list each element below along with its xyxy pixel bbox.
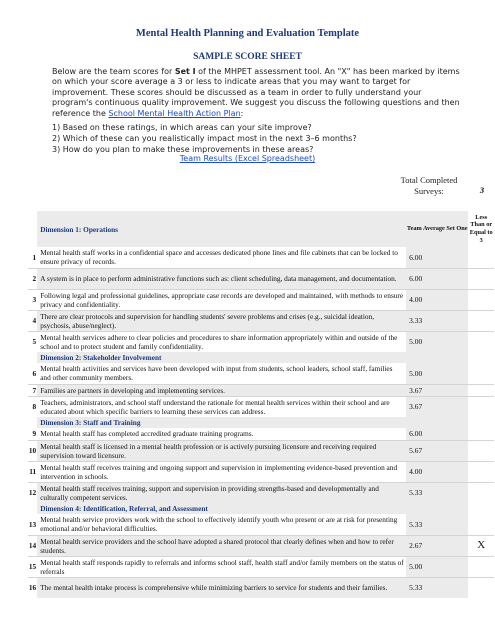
item-number: 1: [28, 247, 37, 268]
item-score: 3.67: [406, 396, 468, 417]
table-row: [28, 482, 494, 503]
item-text: The mental health intake process is comprehensive while minimizing barriers to service for students and their families.: [37, 577, 406, 598]
item-text: A system is in place to perform administrative functions such as: client scheduling, data management, and documentation.: [37, 268, 406, 289]
action-plan-link[interactable]: School Mental Health Action Plan: [108, 108, 241, 118]
table-row: [28, 331, 494, 352]
item-mark: [468, 363, 494, 384]
item-text: Mental health staff has completed accredited graduate training programs.: [37, 428, 406, 440]
item-mark: [468, 428, 494, 440]
dimension-4-heading: Dimension 4: Identification, Referral, and Assessment: [37, 503, 406, 514]
item-score: 4.00: [406, 289, 468, 310]
item-number: 15: [28, 556, 37, 577]
dimension-row: [28, 417, 494, 428]
item-number: 6: [28, 363, 37, 384]
item-mark: [468, 268, 494, 289]
item-number: 5: [32, 337, 37, 347]
item-number: 14: [28, 535, 37, 556]
document-title: Mental Health Planning and Evaluation Template: [135, 28, 360, 39]
item-text: Mental health services adhere to clear policies and procedures to share information appropriately within and outside of the school and to protect student and family confidentiality.: [40, 332, 398, 351]
table-row: [28, 428, 494, 440]
item-score: 5.33: [406, 514, 468, 535]
item-number: 4: [28, 310, 37, 331]
intro-text-start: Below are the team scores for: [52, 67, 175, 76]
intro-paragraph: [52, 67, 464, 119]
item-number: 12: [28, 488, 37, 498]
item-mark: [468, 556, 494, 577]
table-row: [28, 268, 494, 289]
item-mark: [468, 289, 494, 310]
item-mark: X: [468, 535, 494, 556]
item-mark: [468, 461, 494, 482]
item-mark: [468, 310, 494, 331]
item-score: 3.67: [406, 384, 468, 396]
item-mark: [468, 331, 494, 352]
table-row: [28, 384, 494, 396]
item-score: 5.00: [406, 363, 468, 384]
table-header-row: [28, 211, 494, 247]
table-row: [28, 289, 494, 310]
item-score: 2.67: [406, 535, 468, 556]
item-text: Mental health service providers and the school have adopted a shared protocol that clearly defines when and how to refer students.: [37, 535, 406, 556]
dimension-row: [28, 352, 494, 363]
table-row: [28, 535, 494, 556]
item-mark: [468, 482, 494, 503]
intro-text-end: :: [240, 108, 244, 118]
item-number: 2: [28, 268, 37, 289]
item-text: Teachers, administrators, and school staff understand the rationale for mental health services within their school and are educated about which specific barriers to learning these services can address.: [40, 397, 390, 416]
item-mark: [468, 514, 494, 535]
table-row: [28, 396, 494, 417]
team-average-header: Team Average Set One: [406, 211, 468, 247]
item-mark: [468, 396, 494, 417]
item-score: 5.00: [406, 331, 468, 352]
score-table: [28, 211, 494, 598]
intro-set-bold: Set I: [174, 67, 196, 76]
document-subtitle: SAMPLE SCORE SHEET: [193, 52, 302, 62]
item-mark: [468, 577, 494, 598]
total-surveys-value: 3: [479, 185, 485, 195]
item-text: Families are partners in developing and implementing services.: [37, 384, 406, 396]
dimension-3-heading: Dimension 3: Staff and Training: [37, 417, 406, 428]
item-number: 9: [28, 428, 37, 440]
less-than-3-header: Less Than or Equal to 3: [469, 213, 493, 244]
item-score: 6.00: [406, 247, 468, 268]
dimension-2-heading: Dimension 2: Stakeholder Involvement: [37, 352, 406, 363]
question-1: 1) Based on these ratings, in which areas can your site improve?: [52, 123, 312, 132]
item-text: Mental health staff receives training and ongoing support and supervision in implementing evidence-based prevention and intervention in schools.: [37, 461, 406, 482]
table-row: [28, 310, 494, 331]
item-score: 5.33: [406, 482, 468, 503]
item-score: 4.00: [406, 461, 468, 482]
item-text: There are clear protocols and supervision for handling students' severe problems and crises (e.g., suicidal ideation, psychosis, abuse/neglect).: [37, 310, 406, 331]
item-mark: [468, 384, 494, 396]
item-text: Mental health service providers work with the school to effectively identify youth who present or are at risk for presenting emotional and/or behavioral difficulties.: [37, 514, 406, 535]
item-score: 5.67: [406, 440, 468, 461]
item-number: 10: [28, 440, 37, 461]
table-row: [28, 440, 494, 461]
item-text: Mental health staff is licensed in a mental health profession or is actively pursuing licensure and receiving required supervision toward licensure.: [37, 440, 406, 461]
item-number: 11: [28, 461, 37, 482]
item-text: Mental health activities and services have been developed with input from students, school leaders, school staff, families and other community members.: [37, 363, 406, 384]
item-number: 3: [28, 289, 37, 310]
dimension-1-heading: Dimension 1: Operations: [37, 211, 406, 247]
item-text: Following legal and professional guidelines, appropriate case records are developed and maintained, with methods to ensure privacy and confidentiality.: [37, 289, 406, 310]
question-2: 2) Which of these can you realistically impact most in the next 3–6 months?: [52, 133, 357, 143]
table-row: [28, 577, 494, 598]
table-row: [28, 247, 494, 268]
item-score: 5.00: [406, 556, 468, 577]
item-number: 7: [28, 384, 37, 396]
item-score: 3.33: [406, 310, 468, 331]
item-mark: [468, 440, 494, 461]
team-results-link[interactable]: Team Results (Excel Spreadsheet): [179, 154, 316, 163]
item-number: 16: [28, 583, 37, 593]
discussion-questions: [52, 123, 472, 155]
question-3: 3) How do you plan to make these improvements in these areas?: [52, 144, 314, 154]
item-score: 5.33: [406, 577, 468, 598]
dimension-row: [28, 503, 494, 514]
item-mark: [468, 247, 494, 268]
item-number: 8: [32, 402, 37, 412]
item-number: 13: [28, 514, 37, 535]
item-score: 6.00: [406, 268, 468, 289]
table-row: [28, 461, 494, 482]
table-row: [28, 514, 494, 535]
total-surveys-label: Total Completed Surveys:: [400, 175, 458, 196]
intro-text-middle: of the MHPET assessment tool. An "X" has been marked by items on which your score average a 3 or less to indicate areas that you may want to target for improvement. These scores should be discussed as a team in order to fully understand your program's continuous quality improvement. We suggest you discuss the following questions and then reference the: [52, 67, 460, 118]
item-score: 6.00: [406, 428, 468, 440]
item-text: Mental health staff receives training, support and supervision in providing strengths-based and developmentally and culturally competent services.: [37, 482, 406, 503]
item-text: Mental health staff responds rapidly to referrals and informs school staff, health staff and/or family members on the status of referrals: [37, 556, 406, 577]
item-text: Mental health staff works in a confidential space and accesses dedicated phone lines and file cabinets that can be locked to ensure privacy of records.: [37, 247, 406, 268]
table-row: [28, 556, 494, 577]
table-row: [28, 363, 494, 384]
